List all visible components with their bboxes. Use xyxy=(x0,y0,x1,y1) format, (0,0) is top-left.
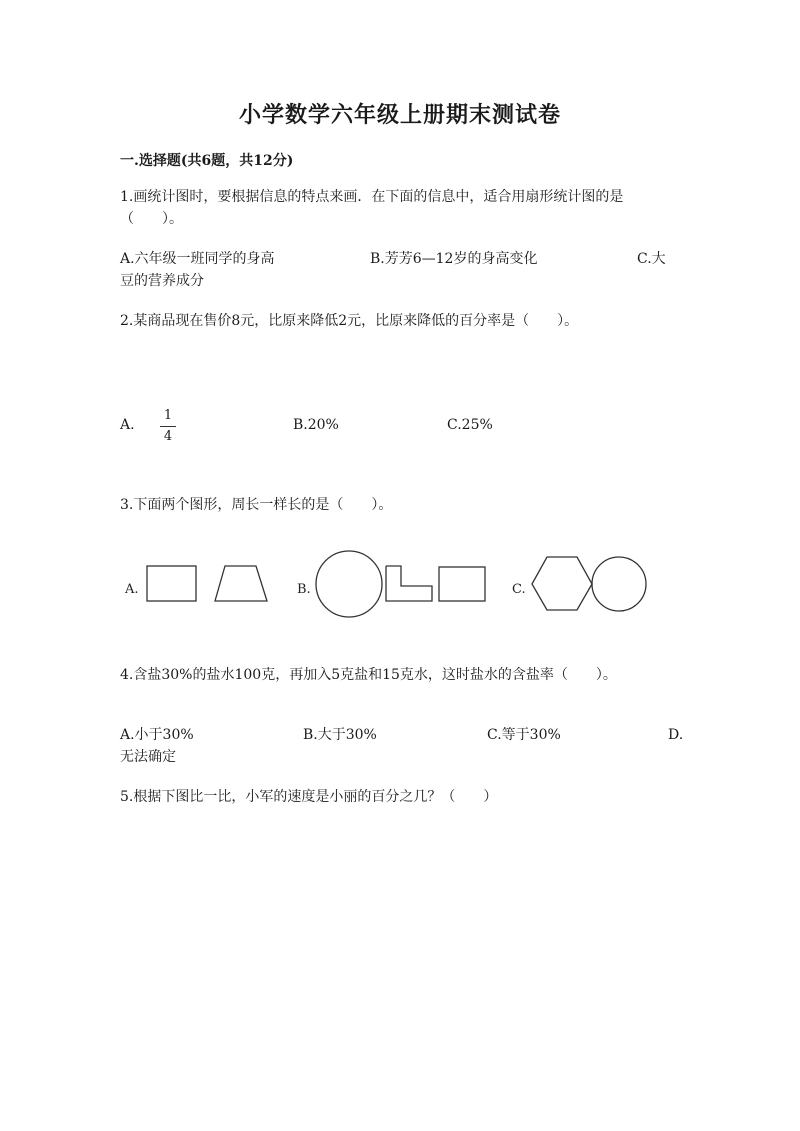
q2-option-a-fraction xyxy=(160,408,176,445)
hexagon-shape xyxy=(532,557,592,610)
q4-option-b[interactable]: B.大于30% xyxy=(303,727,377,743)
q1-option-c-cont: 豆的营养成分 xyxy=(120,273,204,289)
q4-option-d-cont: 无法确定 xyxy=(120,749,176,765)
q2-option-c[interactable]: C.25% xyxy=(447,417,493,433)
q1-option-b[interactable]: B.芳芳6—12岁的身高变化 xyxy=(370,251,538,267)
question-3: 3.下面两个图形，周长一样长的是（ ）。 xyxy=(120,497,393,513)
q3-label-a[interactable]: A. xyxy=(125,582,139,597)
fraction-bar xyxy=(160,426,176,427)
q4-option-c[interactable]: C.等于30% xyxy=(487,727,561,743)
q4-option-d[interactable]: D. xyxy=(668,727,684,743)
section-heading: 一.选择题(共6题，共12分) xyxy=(120,153,294,169)
square-shape xyxy=(147,566,196,601)
parallelogram-shape xyxy=(215,566,267,601)
circle-shape xyxy=(316,551,382,617)
rectangle-shape xyxy=(439,567,485,601)
q2-option-b[interactable]: B.20% xyxy=(293,417,339,433)
question-5: 5.根据下图比一比，小军的速度是小丽的百分之几？（ ） xyxy=(120,789,498,805)
question-2: 2.某商品现在售价8元，比原来降低2元，比原来降低的百分率是（ ）。 xyxy=(120,313,579,329)
q3-shapes-figure xyxy=(120,550,660,620)
q3-label-c[interactable]: C. xyxy=(512,582,526,597)
fraction-denominator: 4 xyxy=(163,429,173,444)
q3-label-b[interactable]: B. xyxy=(297,582,311,597)
page-title: 小学数学六年级上册期末测试卷 xyxy=(238,102,561,128)
question-4: 4.含盐30%的盐水100克，再加入5克盐和15克水，这时盐水的含盐率（ ）。 xyxy=(120,667,617,683)
circle-shape-c xyxy=(592,557,646,611)
q2-option-a[interactable]: A. xyxy=(120,417,135,433)
fraction-numerator: 1 xyxy=(163,408,173,423)
q1-option-a[interactable]: A.六年级一班同学的身高 xyxy=(120,251,275,267)
q4-option-a[interactable]: A.小于30% xyxy=(120,727,194,743)
question-1: 1.画统计图时，要根据信息的特点来画．在下面的信息中，适合用扇形统计图的是（ ）。 xyxy=(120,189,624,227)
l-shape xyxy=(386,566,432,601)
q1-option-c[interactable]: C.大 xyxy=(637,251,666,267)
